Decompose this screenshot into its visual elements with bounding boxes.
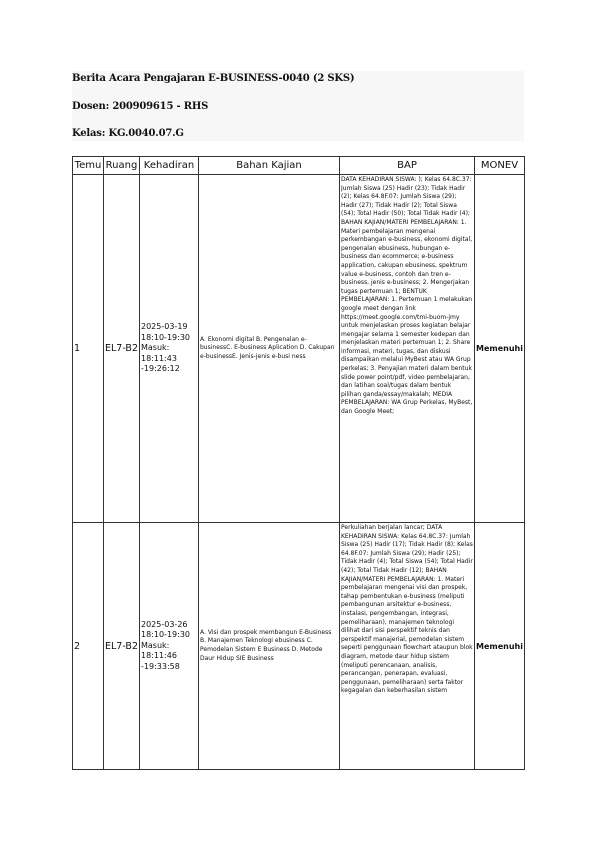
cell-ruang: EL7-B2 [104, 523, 140, 770]
document-header [72, 71, 524, 141]
lecturer-line: Dosen: 200909615 - RHS [72, 101, 209, 112]
attendance-time: 2025-03-19 18:10-19:30 Masuk: 18:11:43 -19:26:12 [141, 322, 190, 374]
cell-bahan-kajian: A. Visi dan prospek membangun E-Business B. Manajemen Teknologi ebusiness C. Pemodelan Sistem E Business D. Metode Daur Hidup SIE Business [199, 523, 340, 770]
cell-monev: Memenuhi [475, 175, 525, 523]
cell-kehadiran [140, 175, 199, 523]
attendance-time: 2025-03-26 18:10-19:30 Masuk: 18:11:46 -19:33:58 [141, 619, 190, 671]
bap-text: Perkuliahan berjalan lancar; DATA KEHADIRAN SISWA: Kelas 64.8C.37: Jumlah Siswa (25) Hadir (17); Tidak Hadir (8); Kelas 64.8F.07: Jumlah Siswa (29); Hadir (25); Tidak Hadir (4); Total Siswa (54); Total Hadir (42); Total Tidak Hadir (12); BAHAN KAJIAN/MATERI PEMBELAJARAN: 1. Materi pembelajaran mengenai visi dan prospek, tahap pembentukan e-business (meliputi pembangunan arsitektur e-business, instalasi, pengembangan, integrasi, pemeliharaan), manajemen teknologi dilihat dari sisi perspektif teknis dan perspektif manajerial, pemodelan sistem seperti penggunaan flowchart ataupun blok diagram, metode daur hidup sistem (meliputi perencanaan, analisis, perancangan, penerapan, evaluasi, penggunaan, pemeliharaan) serta faktor kegagalan dan keberhasilan sistem [341, 524, 473, 695]
col-header-bahan-kajian: Bahan Kajian [199, 157, 340, 175]
cell-bap [340, 523, 475, 770]
cell-bahan-kajian: A. Ekonomi digital B. Pengenalan e-businessC. E-business Aplication D. Cakupan e-businessE. Jenis-jenis e-busi ness [199, 175, 340, 523]
table-row [73, 523, 525, 770]
cell-kehadiran [140, 523, 199, 770]
cell-ruang: EL7-B2 [104, 175, 140, 523]
teaching-record-table [72, 156, 525, 770]
col-header-ruang: Ruang [104, 157, 140, 175]
col-header-kehadiran: Kehadiran [140, 157, 199, 175]
table-header-row [73, 157, 525, 175]
document-title: Berita Acara Pengajaran E-BUSINESS-0040 (2 SKS) [72, 73, 355, 84]
cell-temu: 1 [73, 175, 104, 523]
cell-bap [340, 175, 475, 523]
col-header-monev: MONEV [475, 157, 525, 175]
col-header-temu: Temu [73, 157, 104, 175]
class-line: Kelas: KG.0040.07.G [72, 128, 184, 139]
bap-text: DATA KEHADIRAN SISWA: ); Kelas 64.8C.37: Jumlah Siswa (25) Hadir (23); Tidak Hadir (2); Kelas 64.8F.07: Jumlah Siswa (29); Hadir (27); Tidak Hadir (2); Total Siswa (54); Total Hadir (50); Total Tidak Hadir (4); BAHAN KAJIAN/MATERI PEMBELAJARAN: 1. Materi pembelajaran mengenai perkembangan e-business, ekonomi digital, pengenalan ebusiness, hubungan e-business dan ecommerce; e-business application, cakupan ebusiness, spektrum value e-business, contoh dan tren e-business, jenis e-business; 2. Mengerjakan tugas pertemuan 1; BENTUK PEMBELAJARAN: 1. Pertemuan 1 melakukan google meet dengan link https://meet.google.com/tmi-buom-jmy untuk menjelaskan proses kegiatan belajar mengajar selama 1 semester kedepan dan menjelaskan materi pertemuan 1; 2. Share informasi, materi, tugas, dan diskusi disampaikan melalui MyBest atau WA Grup perkelas; 3. Penyajian materi dalam bentuk slide power point/pdf, video pembelajaran, dan latihan soal/tugas dalam bentuk pilihan ganda/essay/makalah; MEDIA PEMBELAJARAN: WA Grup Perkelas, MyBest, dan Google Meet; [341, 176, 473, 416]
table-row [73, 175, 525, 523]
cell-monev: Memenuhi [475, 523, 525, 770]
cell-temu: 2 [73, 523, 104, 770]
col-header-bap: BAP [340, 157, 475, 175]
